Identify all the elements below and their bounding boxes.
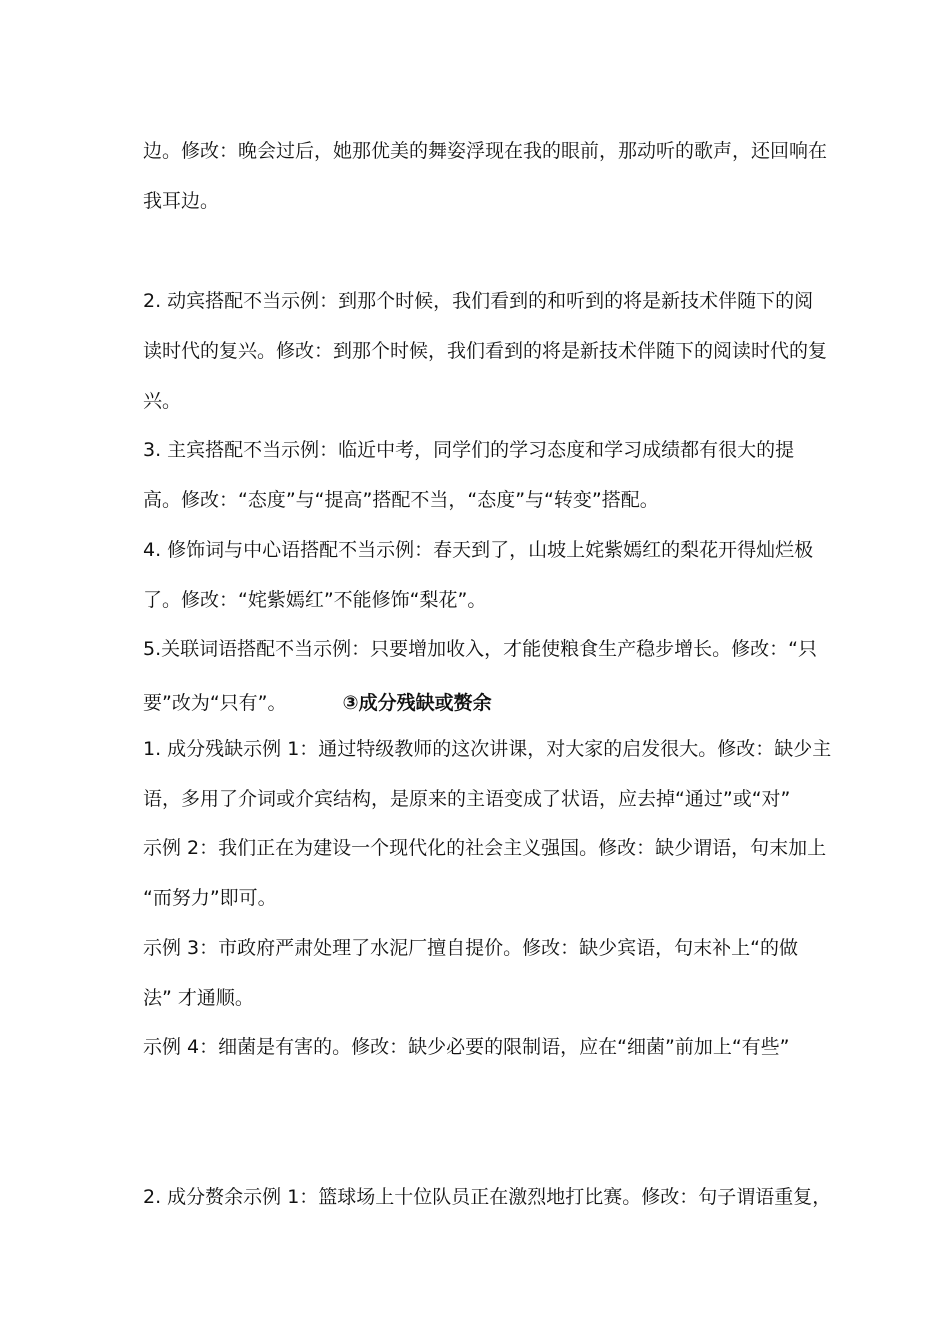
text-line: 读时代的复兴。修改：到那个时候，我们看到的将是新技术伴随下的阅读时代的复 <box>143 340 828 362</box>
section-heading: ③成分残缺或赘余 <box>342 692 492 714</box>
text-line: “而努力”即可。 <box>143 887 277 909</box>
text-line: 示例 2：我们正在为建设一个现代化的社会主义强国。修改：缺少谓语，句末加上 <box>143 837 827 859</box>
text-span: 要”改为“只有”。 <box>143 692 287 714</box>
text-line-with-heading <box>143 690 843 716</box>
text-line: 2. 成分赘余示例 1：篮球场上十位队员正在激烈地打比赛。修改：句子谓语重复， <box>143 1186 832 1208</box>
text-line: 高。修改：“态度”与“提高”搭配不当，“态度”与“转变”搭配。 <box>143 489 659 511</box>
text-line: 法” 才通顺。 <box>143 987 254 1009</box>
text-line: 兴。 <box>143 390 182 412</box>
text-line: 语，多用了介词或介宾结构，是原来的主语变成了状语，应去掉“通过”或“对” <box>143 788 791 810</box>
text-line: 我耳边。 <box>143 190 220 212</box>
text-line: 示例 3：市政府严肃处理了水泥厂擅自提价。修改：缺少宾语，句末补上“的做 <box>143 937 798 959</box>
text-line: 1. 成分残缺示例 1：通过特级教师的这次讲课，对大家的启发很大。修改：缺少主 <box>143 738 832 760</box>
text-line: 边。修改：晚会过后，她那优美的舞姿浮现在我的眼前，那动听的歌声，还回响在 <box>143 140 828 162</box>
text-line: 示例 4：细菌是有害的。修改：缺少必要的限制语，应在“细菌”前加上“有些” <box>143 1036 790 1058</box>
text-line: 5.关联词语搭配不当示例：只要增加收入，才能使粮食生产稳步增长。修改：“只 <box>143 638 817 660</box>
text-line: 3. 主宾搭配不当示例：临近中考，同学们的学习态度和学习成绩都有很大的提 <box>143 439 795 461</box>
text-line: 2. 动宾搭配不当示例：到那个时候，我们看到的和听到的将是新技术伴随下的阅 <box>143 290 814 312</box>
text-line: 了。修改：“姹紫嫣红”不能修饰“梨花”。 <box>143 589 487 611</box>
text-line: 4. 修饰词与中心语搭配不当示例：春天到了，山坡上姹紫嫣红的梨花开得灿烂极 <box>143 539 814 561</box>
